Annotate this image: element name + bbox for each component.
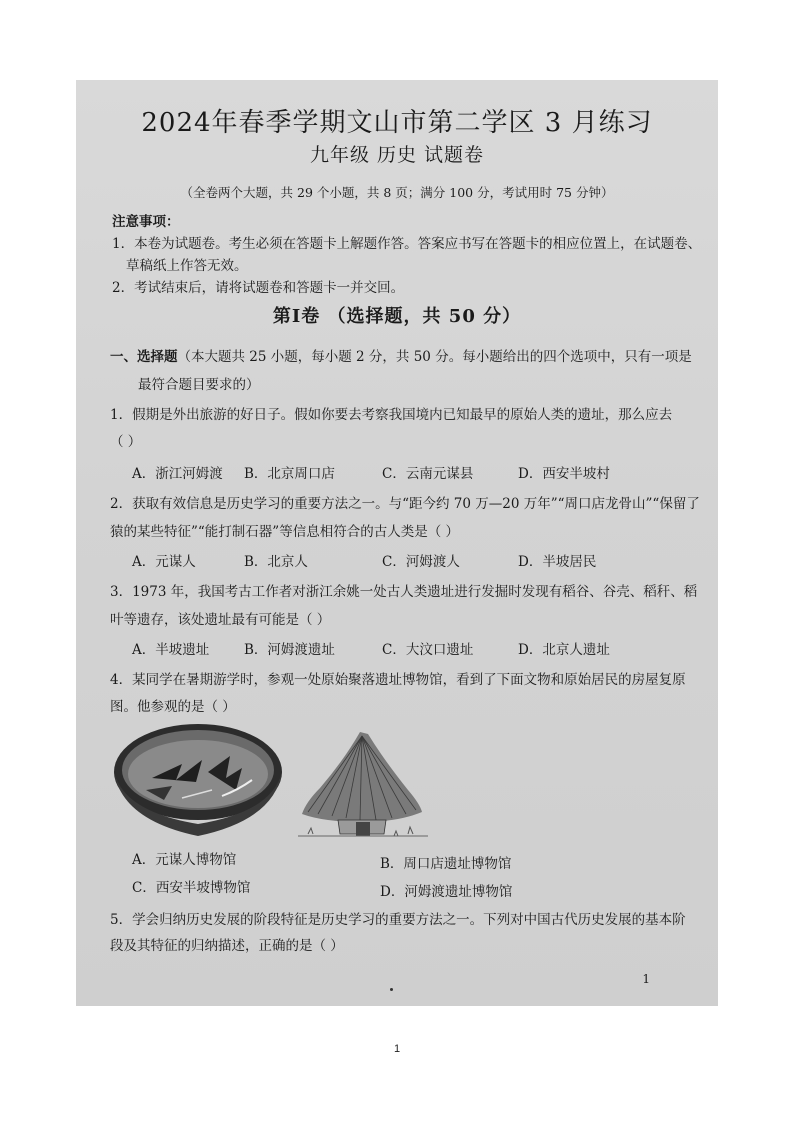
q1-option-a: A．浙江河姆渡 (132, 466, 223, 482)
q2-stem-cont: 猿的某些特征”“能打制石器”等信息相符合的古人类是（ ） (110, 524, 459, 540)
notes-heading: 注意事项： (112, 214, 180, 230)
q1-stem: 1．假期是外出旅游的好日子。假如你要去考察我国境内已知最早的原始人类的遗址，那么应去 (110, 407, 673, 423)
part1-heading-cont: 最符合题目要求的） (138, 377, 260, 393)
thatched-hut-image (298, 730, 428, 846)
q3-option-a: A．半坡遗址 (132, 642, 210, 658)
q3-option-b: B．河姆渡遗址 (244, 642, 335, 658)
exam-title: 2024年春季学期文山市第二学区 3 月练习 (141, 108, 653, 138)
exam-subtitle: 九年级 历史 试题卷 (309, 144, 485, 166)
notes-line-1: 1．本卷为试题卷。考生必须在答题卡上解题作答。答案应书写在答题卡的相应位置上，在试题卷、 (112, 236, 702, 252)
q1-option-c: C．云南元谋县 (382, 466, 474, 482)
q3-option-d: D．北京人遗址 (518, 642, 610, 658)
q4-option-d: D．河姆渡遗址博物馆 (380, 884, 513, 900)
q4-stem: 4．某同学在暑期游学时，参观一处原始聚落遗址博物馆，看到了下面文物和原始居民的房屋复原 (110, 672, 686, 688)
q1-option-b: B．北京周口店 (244, 466, 335, 482)
section-title: 第Ⅰ卷 （选择题，共 50 分） (272, 306, 522, 327)
q5-stem-cont: 段及其特征的归纳描述，正确的是（ ） (110, 938, 344, 954)
q2-option-d: D．半坡居民 (518, 554, 597, 570)
scan-speck (390, 988, 393, 991)
q4-option-b: B．周口店遗址博物馆 (380, 856, 512, 872)
q2-option-b: B．北京人 (244, 554, 308, 570)
q3-option-c: C．大汶口遗址 (382, 642, 474, 658)
scan-page-number: 1 (642, 972, 650, 986)
notes-line-2: 2．考试结束后，请将试题卷和答题卡一并交回。 (112, 280, 405, 296)
q4-stem-cont: 图。他参观的是（ ） (110, 699, 236, 715)
page-number: 1 (393, 1043, 401, 1055)
q3-stem-cont: 叶等遗存，该处遗址最有可能是（ ） (110, 612, 331, 628)
q1-stem-cont: （ ） (110, 434, 142, 450)
painted-pottery-bowl-image (112, 720, 284, 840)
q3-stem: 3．1973 年，我国考古工作者对浙江余姚一处古人类遗址进行发掘时发现有稻谷、谷壳、稻秆、稻 (110, 584, 698, 600)
exam-intro: （全卷两个大题，共 29 个小题，共 8 页；满分 100 分，考试用时 75 分钟） (180, 185, 614, 200)
part1-heading-label: 一、选择题 (110, 349, 178, 365)
q4-option-a: A．元谋人博物馆 (132, 852, 237, 868)
q2-option-c: C．河姆渡人 (382, 554, 460, 570)
q5-stem: 5．学会归纳历史发展的阶段特征是历史学习的重要方法之一。下列对中国古代历史发展的基本阶 (110, 912, 686, 928)
q2-option-a: A．元谋人 (132, 554, 196, 570)
notes-line-1b: 草稿纸上作答无效。 (126, 258, 248, 274)
scanned-exam-page (76, 80, 718, 1006)
q4-option-c: C．西安半坡博物馆 (132, 880, 251, 896)
q2-stem: 2．获取有效信息是历史学习的重要方法之一。与“距今约 70 万—20 万年”“周口店龙骨山”“保留了 (110, 496, 700, 512)
part1-heading-desc: （本大题共 25 小题，每小题 2 分，共 50 分。每小题给出的四个选项中，只有一项是 (177, 349, 692, 365)
part1-heading (110, 345, 692, 365)
q1-option-d: D．西安半坡村 (518, 466, 610, 482)
